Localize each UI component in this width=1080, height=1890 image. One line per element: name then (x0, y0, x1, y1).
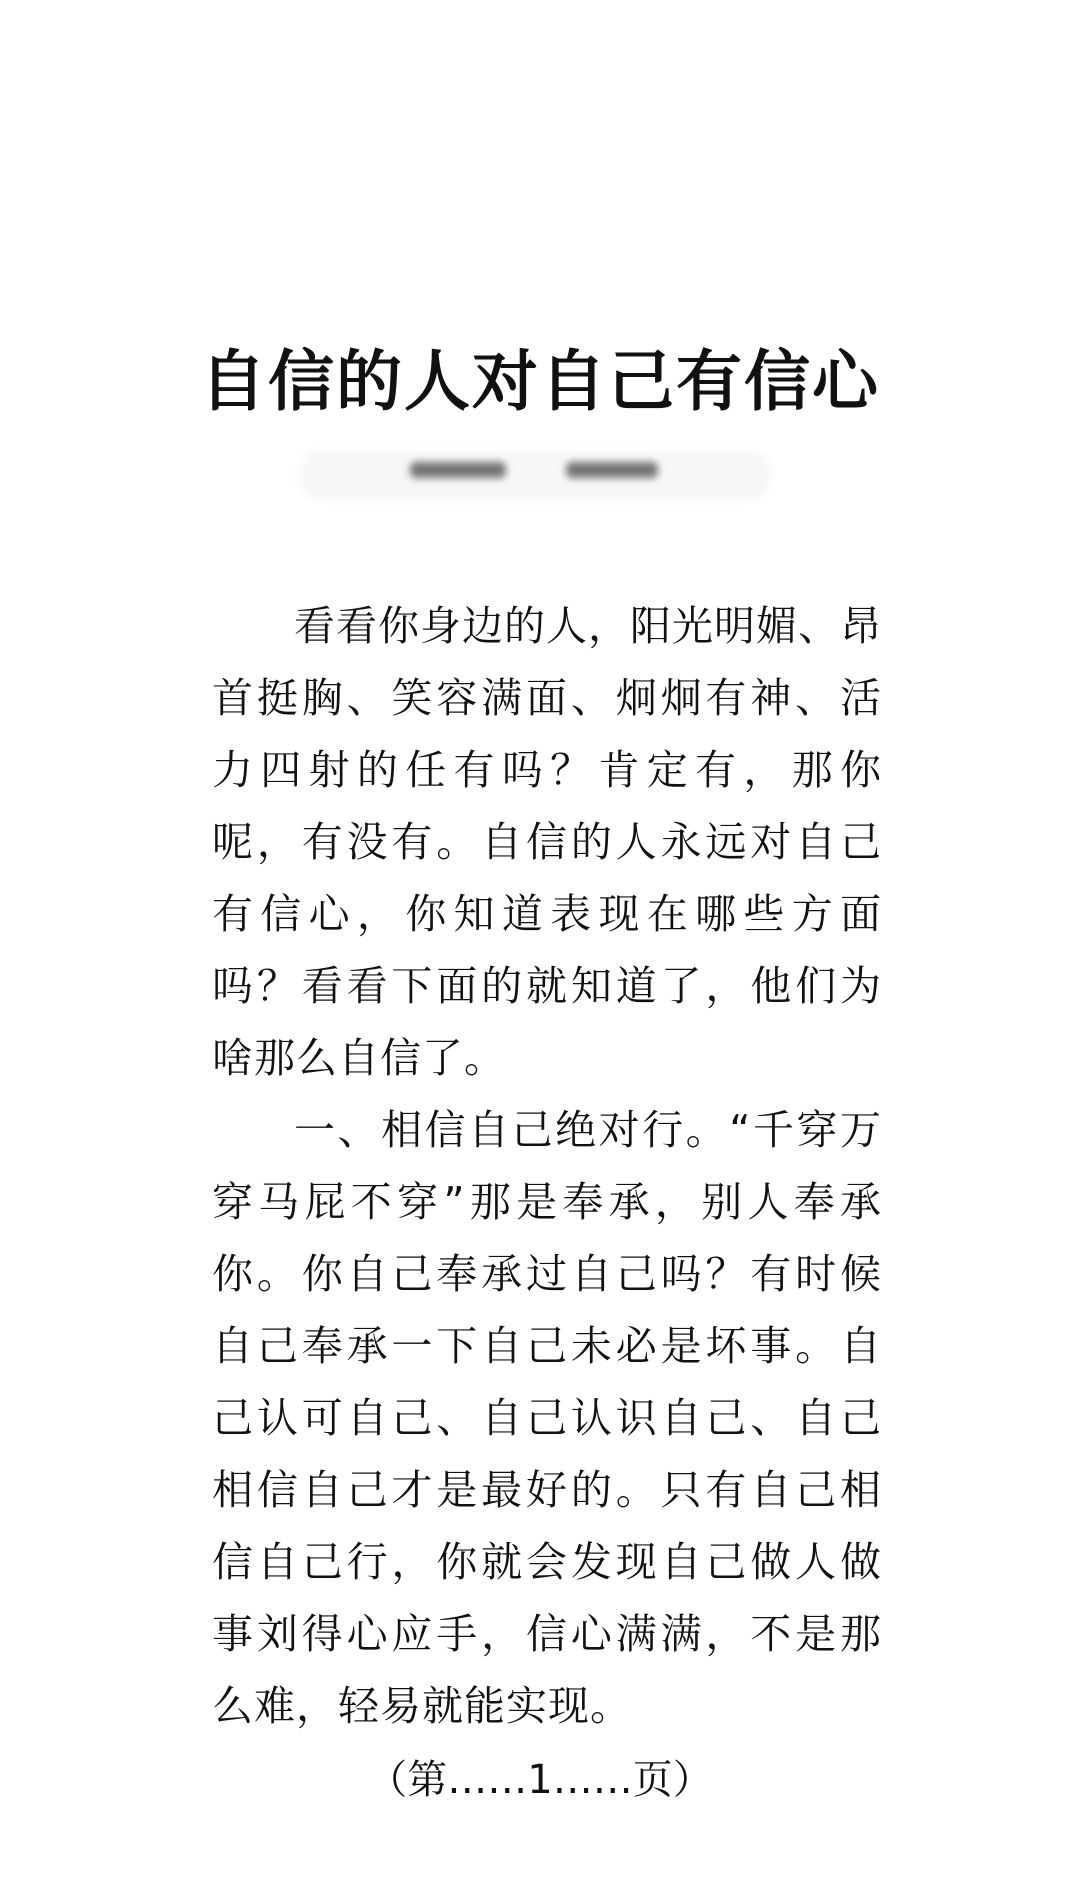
page-title: 自信的人对自己有信心 (200, 343, 880, 420)
byline-blurred-date (566, 462, 658, 478)
byline-blurred-author (410, 462, 506, 478)
blurred-byline (300, 450, 770, 500)
paragraph: 看看你身边的人，阳光明媚、昂首挺胸、笑容满面、炯炯有神、活力四射的任有吗？肯定有，那你呢，有没有。自信的人永远对自己有信心，你知道表现在哪些方面吗？看看下面的就知道了，他们为啥那么自信了。 (212, 602, 882, 1082)
article-body (212, 590, 882, 1742)
page-number: （第……1……页） (367, 1757, 713, 1803)
byline-haze (300, 450, 770, 500)
paragraph: 一、相信自己绝对行。“千穿万穿马屁不穿”那是奉承，别人奉承你。你自己奉承过自己吗？有时候自己奉承一下自己未必是坏事。自己认可自己、自己认识自己、自己相信自己才是最好的。只有自己相信自己行，你就会发现自己做人做事刘得心应手，信心满满，不是那么难，轻易就能实现。 (212, 1106, 882, 1730)
